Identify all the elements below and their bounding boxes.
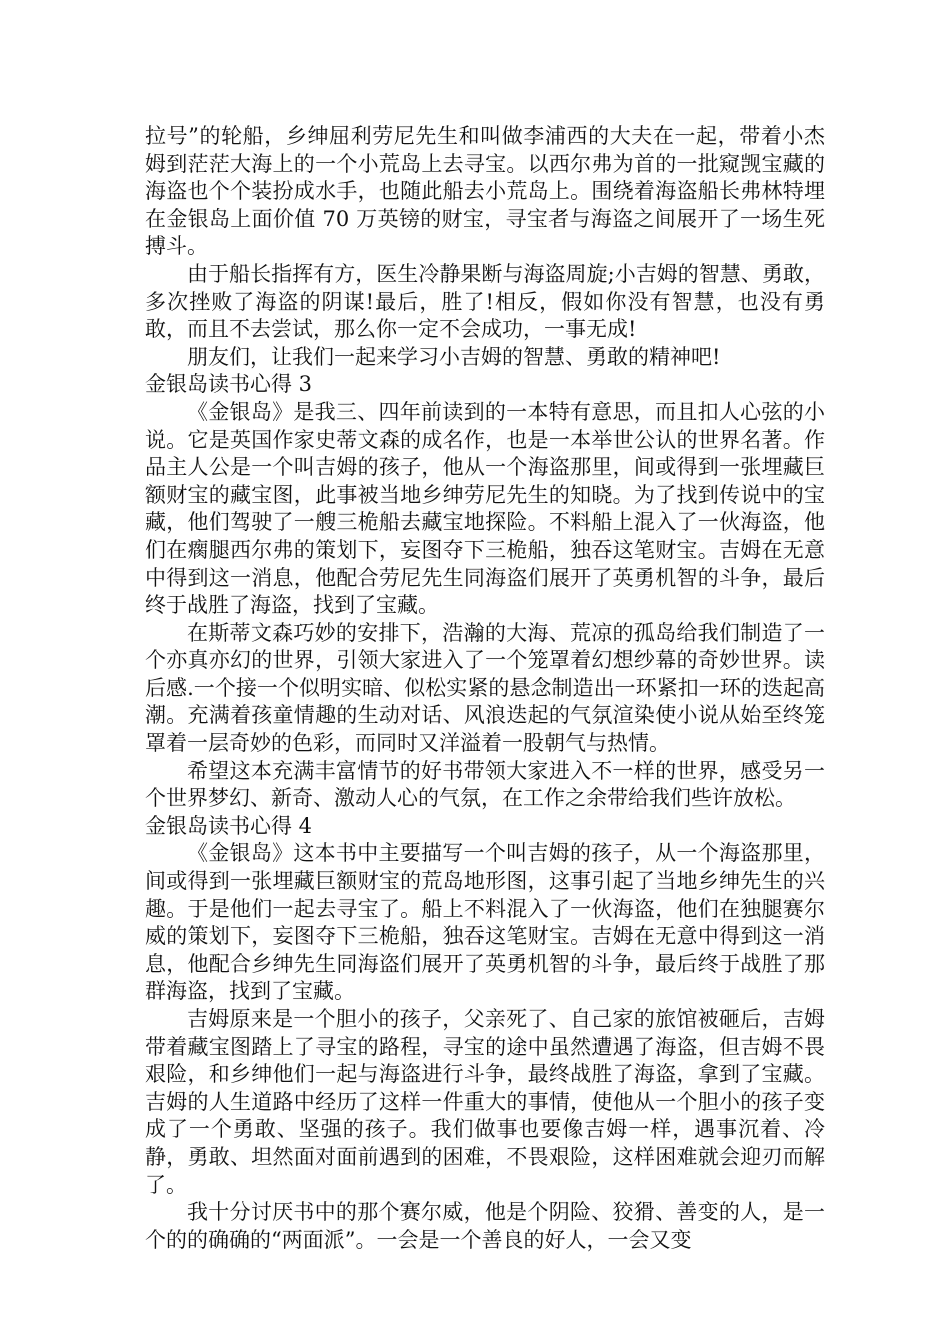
paragraph: 在斯蒂文森巧妙的安排下，浩瀚的大海、荒凉的孤岛给我们制造了一个亦真亦幻的世界，引领大家进入了一个笼罩着幻想纱幕的奇妙世界。读后感.一个接一个似明实暗、似松实紧的悬念制造出一环紧扣一环的迭起高潮。充满着孩童情趣的生动对话、风浪迭起的气氛渲染使小说从始至终笼罩着一层奇妙的色彩，而同时又洋溢着一股朝气与热情。 (145, 620, 825, 756)
paragraph: 《金银岛》是我三、四年前读到的一本特有意思，而且扣人心弦的小说。它是英国作家史蒂文森的成名作，也是一本举世公认的世界名著。作品主人公是一个叫吉姆的孩子，他从一个海盗那里，间或得到一张埋藏巨额财宝的藏宝图，此事被当地乡绅劳尼先生的知晓。为了找到传说中的宝藏，他们驾驶了一艘三桅船去藏宝地探险。不料船上混入了一伙海盗，他们在瘸腿西尔弗的策划下，妄图夺下三桅船，独吞这笔财宝。吉姆在无意中得到这一消息，他配合劳尼先生同海盗们展开了英勇机智的斗争，最后终于战胜了海盗，找到了宝藏。 (145, 399, 825, 618)
section-heading-3: 金银岛读书心得 3 (145, 372, 313, 397)
paragraph: 由于船长指挥有方，医生冷静果断与海盗周旋;小吉姆的智慧、勇敢，多次挫败了海盗的阴谋!最后，胜了!相反，假如你没有智慧，也没有勇敢，而且不去尝试，那么你一定不会成功，一事无成! (145, 261, 825, 342)
paragraph: 朋友们，让我们一起来学习小吉姆的智慧、勇敢的精神吧! (187, 344, 721, 369)
paragraph: 我十分讨厌书中的那个赛尔威，他是个阴险、狡猾、善变的人，是一个的的确确的“两面派”。一会是一个善良的好人，一会又变 (145, 1200, 825, 1252)
paragraph: 《金银岛》这本书中主要描写一个叫吉姆的孩子，从一个海盗那里，间或得到一张埋藏巨额财宝的荒岛地形图，这事引起了当地乡绅先生的兴趣。于是他们一起去寻宝了。船上不料混入了一伙海盗，他们在独腿赛尔威的策划下，妄图夺下三桅船，独吞这笔财宝。吉姆在无意中得到这一消息，他配合乡绅先生同海盗们展开了英勇机智的斗争，最后终于战胜了那群海盗，找到了宝藏。 (145, 841, 825, 1004)
paragraph: 吉姆原来是一个胆小的孩子，父亲死了、自己家的旅馆被砸后，吉姆带着藏宝图踏上了寻宝的路程，寻宝的途中虽然遭遇了海盗，但吉姆不畏艰险，和乡绅他们一起与海盗进行斗争，最终战胜了海盗，拿到了宝藏。吉姆的人生道路中经历了这样一件重大的事情，使他从一个胆小的孩子变成了一个勇敢、坚强的孩子。我们做事也要像吉姆一样，遇事沉着、冷静，勇敢、坦然面对面前遇到的困难，不畏艰险，这样困难就会迎刃而解了。 (145, 1007, 825, 1197)
document-body (145, 123, 825, 1254)
section-heading-4: 金银岛读书心得 4 (145, 813, 313, 838)
paragraph: 希望这本充满丰富情节的好书带领大家进入不一样的世界，感受另一个世界梦幻、新奇、激动人心的气氛，在工作之余带给我们些许放松。 (145, 758, 825, 811)
paragraph-continuation: 拉号”的轮船，乡绅屈利劳尼先生和叫做李浦西的大夫在一起，带着小杰姆到茫茫大海上的一个小荒岛上去寻宝。以西尔弗为首的一批窥觊宝藏的海盗也个个装扮成水手，也随此船去小荒岛上。围绕着海盗船长弗林特埋在金银岛上面价值 70 万英镑的财宝，寻宝者与海盗之间展开了一场生死搏斗。 (145, 124, 825, 259)
